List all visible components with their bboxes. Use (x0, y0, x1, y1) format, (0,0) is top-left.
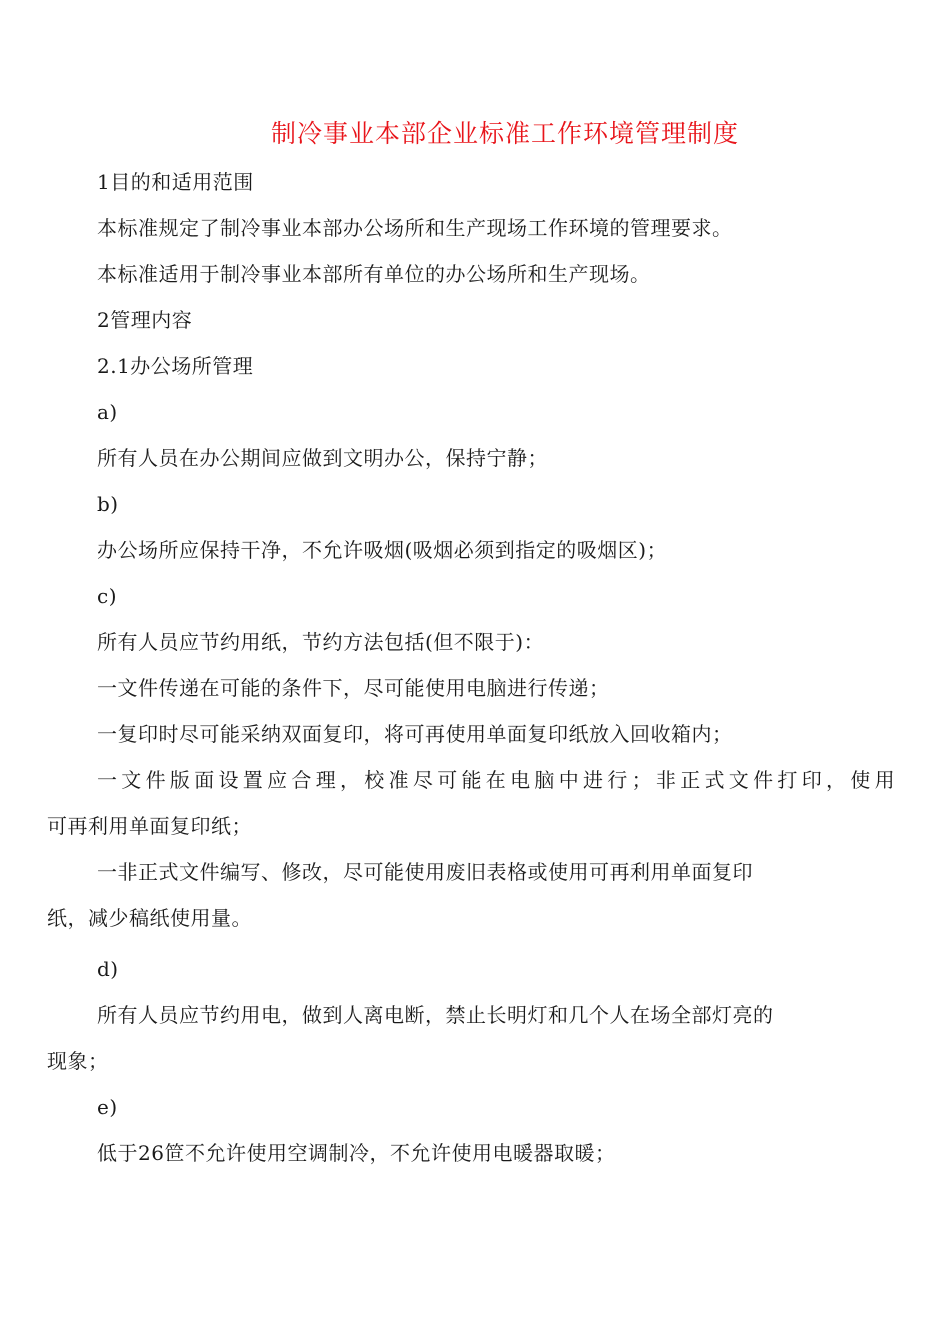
list-marker: e) (97, 1095, 118, 1119)
paragraph-continuation: 现象； (47, 1049, 109, 1073)
list-marker: d) (97, 957, 119, 981)
list-item: 一非正式文件编写、修改，尽可能使用废旧表格或使用可再利用单面复印 (97, 860, 753, 884)
list-marker: a) (97, 400, 118, 424)
paragraph: 所有人员应节约用纸，节约方法包括(但不限于)： (97, 630, 545, 654)
paragraph: 本标准适用于制冷事业本部所有单位的办公场所和生产现场。 (97, 262, 651, 286)
list-item: 一文件传递在可能的条件下，尽可能使用电脑进行传递； (97, 676, 610, 700)
list-item: 一复印时尽可能采纳双面复印，将可再使用单面复印纸放入回收箱内； (97, 722, 733, 746)
document-title: 制冷事业本部企业标准工作环境管理制度 (270, 119, 739, 148)
paragraph: 所有人员应节约用电，做到人离电断，禁止长明灯和几个人在场全部灯亮的 (97, 1003, 774, 1027)
paragraph: 所有人员在办公期间应做到文明办公，保持宁静； (97, 446, 548, 470)
section-heading: 1目的和适用范围 (97, 170, 254, 194)
list-marker: c) (97, 584, 118, 608)
paragraph: 本标准规定了制冷事业本部办公场所和生产现场工作环境的管理要求。 (97, 216, 733, 240)
section-heading: 2管理内容 (97, 308, 193, 332)
list-marker: b) (97, 492, 119, 516)
paragraph: 低于26笸不允许使用空调制冷，不允许使用电暖器取暖； (97, 1141, 616, 1165)
list-item: 一文件版面设置应合理，校准尽可能在电脑中进行；非正式文件打印，使用 (97, 768, 899, 792)
paragraph: 办公场所应保持干净，不允许吸烟(吸烟必须到指定的吸烟区)； (97, 538, 668, 562)
list-item-continuation: 可再利用单面复印纸； (47, 814, 252, 838)
list-item-continuation: 纸，减少稿纸使用量。 (47, 906, 252, 930)
subsection-heading: 2.1办公场所管理 (97, 354, 254, 378)
